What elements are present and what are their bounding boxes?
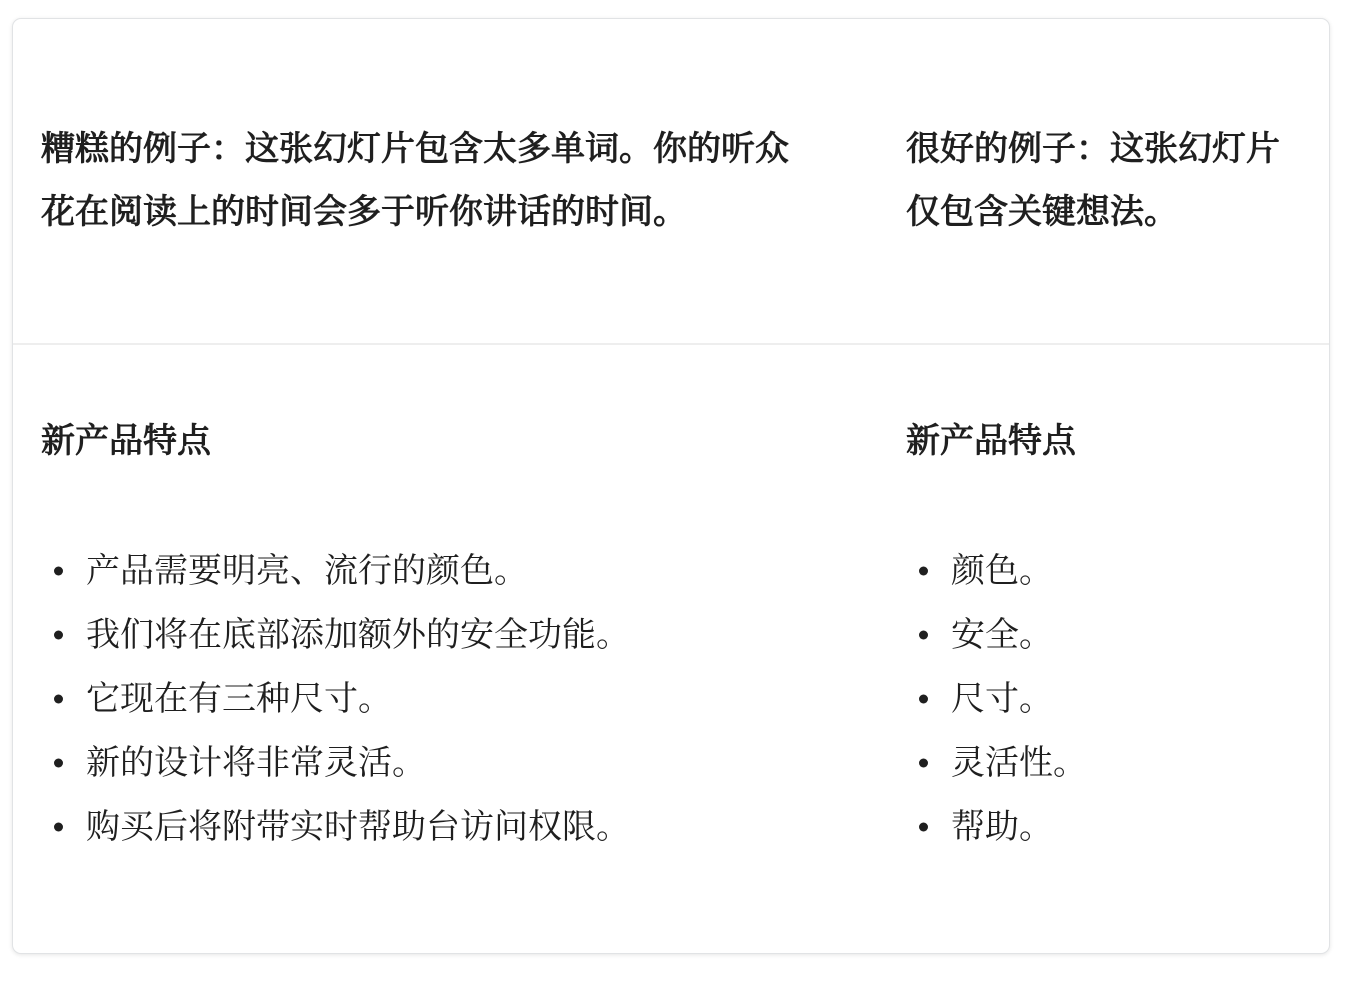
example-comparison-card [12, 18, 1330, 954]
good-slide-bullet-list [906, 539, 1301, 859]
bullet-item: 安全。 [906, 603, 1301, 667]
bullet-item: 它现在有三种尺寸。 [41, 667, 811, 731]
column-gap [811, 419, 906, 859]
good-example-description: 很好的例子：这张幻灯片仅包含关键想法。 [906, 130, 1280, 231]
bad-slide-title: 新产品特点 [41, 422, 211, 460]
bad-slide-bullet-list [41, 539, 811, 859]
bad-example-slide [41, 419, 811, 859]
bad-example-description: 糟糕的例子：这张幻灯片包含太多单词。你的听众花在阅读上的时间会多于听你讲话的时间。 [41, 130, 789, 231]
bullet-item: 尺寸。 [906, 667, 1301, 731]
bullet-item: 购买后将附带实时帮助台访问权限。 [41, 795, 811, 859]
slide-content-row [13, 345, 1329, 953]
bullet-item: 灵活性。 [906, 731, 1301, 795]
bullet-item: 产品需要明亮、流行的颜色。 [41, 539, 811, 603]
bullet-item: 新的设计将非常灵活。 [41, 731, 811, 795]
good-slide-title: 新产品特点 [906, 422, 1076, 460]
bullet-item: 颜色。 [906, 539, 1301, 603]
bullet-item: 我们将在底部添加额外的安全功能。 [41, 603, 811, 667]
bullet-item: 帮助。 [906, 795, 1301, 859]
good-example-slide [906, 419, 1301, 859]
example-description-row [13, 19, 1329, 345]
